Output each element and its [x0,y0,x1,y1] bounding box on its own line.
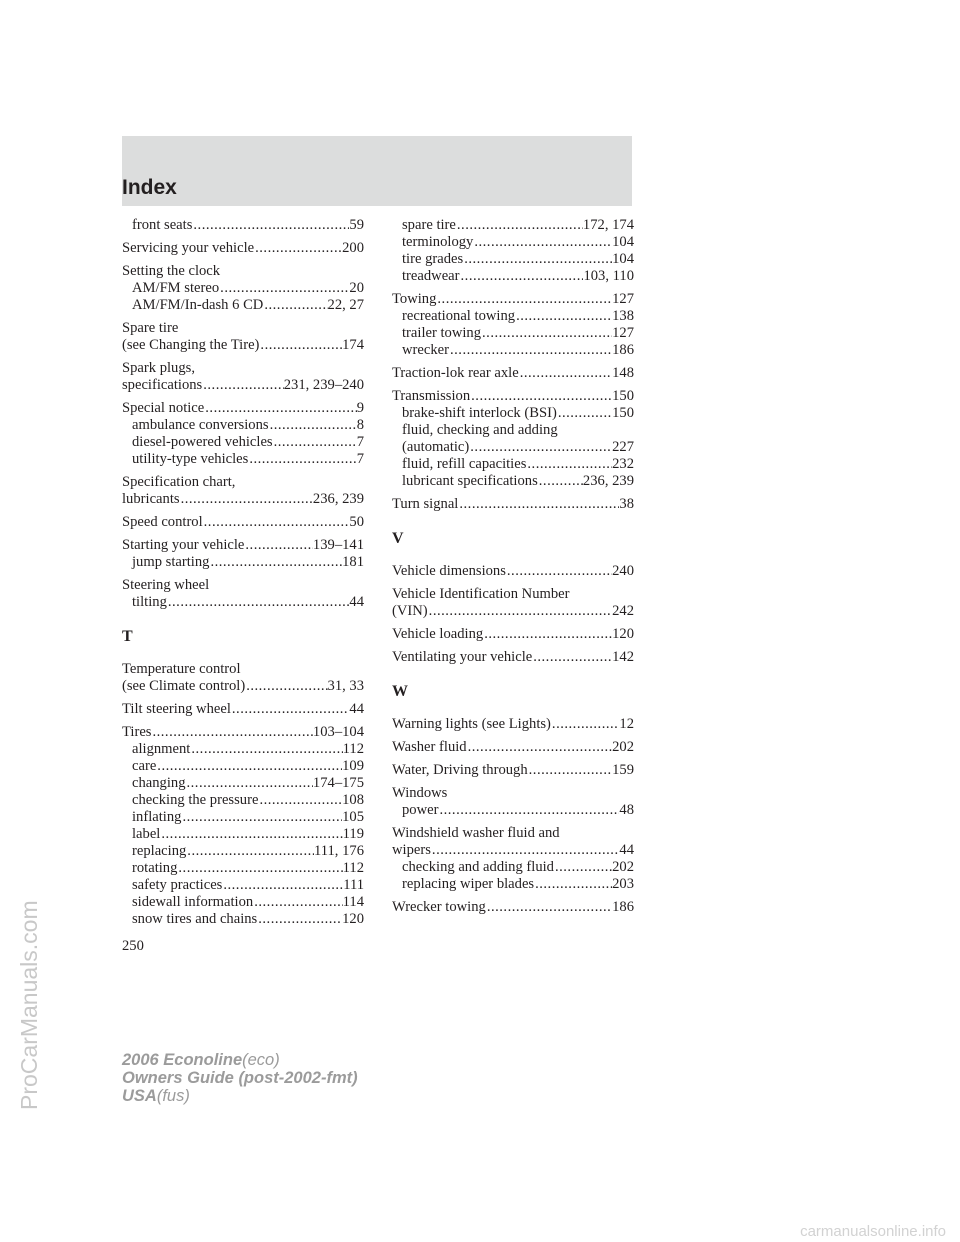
index-entry [392,291,634,359]
entry-text: checking the pressure [132,792,259,808]
dot-leader [253,894,342,911]
entry-text: diesel-powered vehicles [132,434,273,450]
entry-text: safety practices [132,877,223,893]
dot-leader [222,877,343,894]
index-line [392,842,634,859]
entry-text: front seats [132,217,193,233]
page-reference: 186 [612,899,634,915]
page-reference: 7 [356,451,364,467]
page-reference: 232 [612,456,634,472]
dot-leader [467,739,613,756]
dot-leader [254,240,342,257]
index-subentry [122,554,364,571]
index-line [122,240,364,257]
entry-text: inflating [132,809,182,825]
entry-text: Towing [392,291,437,307]
index-line [392,496,634,513]
entry-text: Speed control [122,514,203,530]
entry-text: replacing wiper blades [402,876,535,892]
document-footer [122,1051,358,1105]
dot-leader [483,626,612,643]
page-reference: 203 [612,876,634,892]
page-reference: 174 [342,337,364,353]
entry-text: snow tires and chains [132,911,258,927]
entry-text: Steering wheel [122,577,210,593]
dot-leader [180,491,313,508]
entry-text: Specification chart, [122,474,236,490]
index-entry [122,474,364,508]
entry-text: wrecker [402,342,449,358]
index-entry [392,716,634,733]
index-entry [122,217,364,234]
entry-text: jump starting [132,554,210,570]
index-subentry [122,792,364,809]
entry-text: changing [132,775,186,791]
dot-leader [258,792,342,809]
entry-text: Traction-lok rear axle [392,365,519,381]
page-reference: 202 [612,859,634,875]
page-reference: 127 [612,291,634,307]
index-entry [122,577,364,611]
entry-text: label [132,826,161,842]
dot-leader [203,514,350,531]
page-reference: 119 [342,826,364,842]
side-watermark: ProCarManuals.com [16,900,42,1110]
index-entry [122,701,364,718]
entry-text: fluid, refill capacities [402,456,527,472]
entry-text: trailer towing [402,325,482,341]
index-subentry [392,342,634,359]
page-number: 250 [122,938,144,954]
index-line [392,716,634,733]
dot-leader [160,826,342,843]
page-reference: 200 [342,240,364,256]
page-reference: 44 [619,842,634,858]
page-reference: 44 [349,701,364,717]
index-subentry [392,876,634,893]
index-entry [392,785,634,819]
page-reference: 31, 33 [327,678,364,694]
index-subentry [122,741,364,758]
index-letter-heading: W [392,683,408,700]
dot-leader [257,911,342,928]
index-subentry [392,251,634,268]
entry-text: wipers [392,842,431,858]
index-subentry [392,439,634,456]
index-subentry [122,894,364,911]
dot-leader [449,342,612,359]
entry-text: Tilt steering wheel [122,701,231,717]
dot-leader [526,456,612,473]
index-subentry [392,234,634,251]
entry-text: sidewall information [132,894,254,910]
entry-text: tire grades [402,251,464,267]
page-reference: 109 [342,758,364,774]
page-reference: 104 [612,234,634,250]
index-line [122,263,364,280]
index-line [122,701,364,718]
page-reference: 181 [342,554,364,570]
dot-leader [186,775,313,792]
index-line [392,899,634,916]
entry-text: (see Climate control) [122,678,246,694]
dot-leader [245,678,327,695]
dot-leader [204,400,356,417]
page-reference: 105 [342,809,364,825]
entry-text: rotating [132,860,178,876]
index-subentry [122,809,364,826]
page-reference: 111, 176 [314,843,364,859]
entry-text: Temperature control [122,661,241,677]
footer-region: USA [122,1087,157,1105]
dot-leader [534,876,612,893]
entry-text: alignment [132,741,191,757]
dot-leader [428,603,612,620]
dot-leader [458,496,619,513]
index-line [392,586,634,603]
index-line [392,365,634,382]
index-entry [392,217,634,285]
dot-leader [551,716,619,733]
entry-text: (see Changing the Tire) [122,337,260,353]
page-reference: 150 [612,405,634,421]
footer-guide: Owners Guide (post-2002-fmt) [122,1069,358,1087]
index-line [122,377,364,394]
index-entry [122,320,364,354]
index-subentry [122,758,364,775]
index-entry [392,586,634,620]
page-reference: 8 [356,417,364,433]
footer-model-code: (eco) [242,1051,280,1069]
header-band [122,136,632,206]
page-reference: 38 [619,496,634,512]
index-entry [392,365,634,382]
entry-text: terminology [402,234,474,250]
index-subentry [392,859,634,876]
entry-text: specifications [122,377,203,393]
dot-leader [273,434,357,451]
index-entry [122,400,364,468]
page-reference: 139–141 [312,537,364,553]
index-line [392,739,634,756]
page-reference: 127 [612,325,634,341]
page-reference: 112 [342,741,364,757]
entry-text: Warning lights (see Lights) [392,716,551,732]
entry-text: replacing [132,843,187,859]
footer-model: 2006 Econoline [122,1051,243,1069]
index-subentry [392,802,634,819]
index-line [122,360,364,377]
index-line [392,563,634,580]
index-line [122,537,364,554]
entry-text: Vehicle dimensions [392,563,506,579]
page-reference: 104 [612,251,634,267]
page-reference: 111 [343,877,364,893]
page-reference: 186 [612,342,634,358]
index-subentry [392,422,634,439]
entry-text: Turn signal [392,496,459,512]
entry-text: utility-type vehicles [132,451,249,467]
dot-leader [519,365,612,382]
dot-leader [263,297,327,314]
dot-leader [538,473,583,490]
dot-leader [151,724,312,741]
page-reference: 138 [612,308,634,324]
page-reference: 150 [612,388,634,404]
page-reference: 120 [342,911,364,927]
dot-leader [192,217,349,234]
index-line [122,337,364,354]
index-subentry [122,451,364,468]
index-entry [392,563,634,580]
dot-leader [431,842,619,859]
page-reference: 202 [612,739,634,755]
index-subentry [122,826,364,843]
index-subentry [392,217,634,234]
index-column-left [122,217,364,934]
dot-leader [469,439,612,456]
dot-leader [186,843,314,860]
index-line [122,491,364,508]
index-entry [392,388,634,490]
dot-leader [156,758,342,775]
entry-text: Washer fluid [392,739,467,755]
index-entry [122,661,364,695]
index-line [392,785,634,802]
page-reference: 103–104 [312,724,364,740]
index-entry [392,496,634,513]
index-entry [392,649,634,666]
page-reference: 20 [349,280,364,296]
footer-region-code: (fus) [156,1087,190,1105]
page-reference: 172, 174 [582,217,634,233]
index-entry [122,360,364,394]
index-subentry [392,473,634,490]
index-subentry [122,775,364,792]
index-subentry [392,268,634,285]
entry-text: (VIN) [392,603,428,619]
entry-text: (automatic) [402,439,470,455]
dot-leader [481,325,612,342]
page-reference: 59 [349,217,364,233]
page-reference: 44 [349,594,364,610]
index-subentry [122,911,364,928]
index-line [392,762,634,779]
page-reference: 148 [612,365,634,381]
dot-leader [231,701,350,718]
dot-leader [177,860,342,877]
entry-text: lubricants [122,491,180,507]
index-subentry [122,297,364,314]
bottom-watermark: carmanualsonline.info [800,1223,946,1240]
entry-text: AM/FM stereo [132,280,220,296]
entry-text: Transmission [392,388,471,404]
index-entry [392,762,634,779]
page-reference: 50 [349,514,364,530]
page-reference: 112 [342,860,364,876]
dot-leader [463,251,612,268]
dot-leader [486,899,612,916]
dot-leader [506,563,612,580]
index-subentry [122,860,364,877]
entry-text: lubricant specifications [402,473,538,489]
index-line [392,603,634,620]
dot-leader [248,451,356,468]
entry-text: fluid, checking and adding [402,422,558,438]
index-subentry [392,308,634,325]
dot-leader [219,280,349,297]
entry-text: Windshield washer fluid and [392,825,560,841]
entry-text: recreational towing [402,308,516,324]
page-reference: 120 [612,626,634,642]
page-reference: 236, 239 [582,473,634,489]
entry-text: Water, Driving through [392,762,528,778]
dot-leader [209,554,342,571]
entry-text: AM/FM/In-dash 6 CD [132,297,264,313]
index-entry [392,899,634,916]
entry-text: Special notice [122,400,205,416]
dot-leader [532,649,612,666]
page-reference: 103, 110 [583,268,634,284]
page-reference: 108 [342,792,364,808]
entry-text: checking and adding fluid [402,859,554,875]
page-reference: 236, 239 [312,491,364,507]
page-reference: 114 [342,894,364,910]
entry-text: care [132,758,157,774]
index-subentry [392,325,634,342]
index-line [392,825,634,842]
entry-text: Setting the clock [122,263,221,279]
index-subentry [392,405,634,422]
index-column-right [392,217,634,922]
dot-leader [557,405,612,422]
dot-leader [181,809,342,826]
page-reference: 227 [612,439,634,455]
page-reference: 174–175 [312,775,364,791]
dot-leader [190,741,342,758]
index-line [122,474,364,491]
index-line [122,514,364,531]
index-line [122,678,364,695]
index-line [122,320,364,337]
entry-text: Tires [122,724,152,740]
page-reference: 9 [356,400,364,416]
dot-leader [554,859,612,876]
entry-text: Wrecker towing [392,899,486,915]
dot-leader [438,802,619,819]
index-line [122,400,364,417]
page-reference: 242 [612,603,634,619]
index-subentry [392,456,634,473]
dot-leader [470,388,612,405]
entry-text: Spare tire [122,320,179,336]
index-entry [122,537,364,571]
index-entry [122,263,364,314]
entry-text: brake-shift interlock (BSI) [402,405,557,421]
index-subentry [122,877,364,894]
entry-text: Starting your vehicle [122,537,245,553]
dot-leader [460,268,584,285]
page-reference: 231, 239–240 [283,377,364,393]
entry-text: Windows [392,785,448,801]
entry-text: Vehicle Identification Number [392,586,570,602]
index-entry [122,514,364,531]
index-letter-heading: V [392,530,404,547]
page-reference: 240 [612,563,634,579]
index-line [122,661,364,678]
entry-text: treadwear [402,268,460,284]
entry-text: ambulance conversions [132,417,269,433]
entry-text: spare tire [402,217,456,233]
page-reference: 12 [619,716,634,732]
index-line [122,724,364,741]
entry-text: Servicing your vehicle [122,240,255,256]
page-reference: 142 [612,649,634,665]
index-entry [122,724,364,928]
dot-leader [473,234,612,251]
dot-leader [244,537,313,554]
index-subentry [122,594,364,611]
dot-leader [269,417,357,434]
page-reference: 159 [612,762,634,778]
index-line [392,388,634,405]
index-line [392,649,634,666]
index-entry [392,825,634,893]
entry-text: Spark plugs, [122,360,195,376]
index-line [122,577,364,594]
index-entry [392,739,634,756]
dot-leader [202,377,283,394]
page-title: Index [122,176,177,199]
index-subentry [122,417,364,434]
dot-leader [528,762,612,779]
dot-leader [515,308,612,325]
index-subentry [122,217,364,234]
dot-leader [436,291,612,308]
dot-leader [259,337,342,354]
entry-text: tilting [132,594,167,610]
page-reference: 22, 27 [327,297,364,313]
index-letter-heading: T [122,628,133,645]
entry-text: power [402,802,439,818]
index-subentry [122,434,364,451]
page-reference: 7 [356,434,364,450]
index-subentry [122,843,364,860]
index-entry [392,626,634,643]
dot-leader [456,217,583,234]
index-subentry [122,280,364,297]
entry-text: Ventilating your vehicle [392,649,533,665]
index-entry [122,240,364,257]
dot-leader [167,594,350,611]
index-line [392,291,634,308]
page-reference: 48 [619,802,634,818]
entry-text: Vehicle loading [392,626,484,642]
index-line [392,626,634,643]
